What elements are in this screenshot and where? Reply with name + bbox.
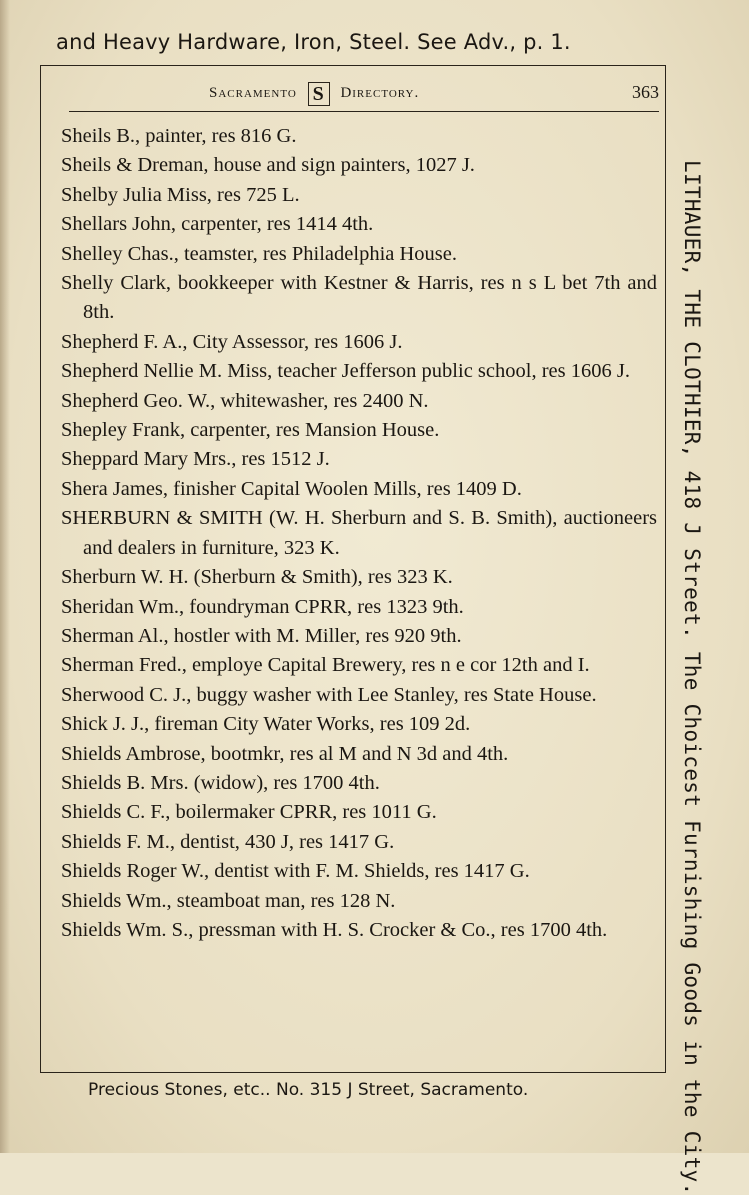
directory-entry: Shepley Frank, carpenter, res Mansion House. <box>61 419 440 442</box>
directory-entry: SHERBURN & SMITH (W. H. Sherburn and S. B. Smith), auctioneers and dealers in furniture, 323 K. <box>61 507 657 559</box>
footer-advertisement: Precious Stones, etc.. No. 315 J Street, Sacramento. <box>88 1080 529 1100</box>
directory-entry: Shellars John, carpenter, res 1414 4th. <box>61 213 374 236</box>
directory-entry: Shepherd Nellie M. Miss, teacher Jefferson public school, res 1606 J. <box>61 360 630 383</box>
directory-entry: Sheppard Mary Mrs., res 1512 J. <box>61 448 330 471</box>
directory-entry: Sherman Al., hostler with M. Miller, res 920 9th. <box>61 624 462 647</box>
page-frame <box>40 65 666 1073</box>
directory-entry: Sheils B., painter, res 816 G. <box>61 125 297 147</box>
binding-shadow <box>0 0 10 1153</box>
top-advertisement: and Heavy Hardware, Iron, Steel. See Adv., p. 1. <box>56 30 571 54</box>
header-letter: S <box>308 82 330 106</box>
directory-entry: Shields F. M., dentist, 430 J, res 1417 G. <box>61 830 395 853</box>
side-advertisement-text: LITHAUER, THE CLOTHIER, 418 J Street. The Choicest Furnishing Goods in the City. <box>680 160 704 1195</box>
running-header <box>69 76 659 112</box>
directory-entry: Shields C. F., boilermaker CPRR, res 1011 G. <box>61 801 437 824</box>
directory-entry: Shields B. Mrs. (widow), res 1700 4th. <box>61 771 380 794</box>
directory-entry: Shera James, finisher Capital Woolen Mills, res 1409 D. <box>61 477 522 500</box>
directory-entry: Sherman Fred., employe Capital Brewery, res n e cor 12th and I. <box>61 654 590 677</box>
directory-entry: Sherburn W. H. (Sherburn & Smith), res 323 K. <box>61 566 453 589</box>
directory-entry: Shields Roger W., dentist with F. M. Shields, res 1417 G. <box>61 860 530 883</box>
header-directory: Directory. <box>340 85 420 101</box>
directory-entry: Shelly Clark, bookkeeper with Kestner & Harris, res n s L bet 7th and 8th. <box>61 272 657 324</box>
directory-entries <box>61 122 657 945</box>
directory-entry: Shields Ambrose, bootmkr, res al M and N 3d and 4th. <box>61 742 509 765</box>
directory-entry: Sheils & Dreman, house and sign painters, 1027 J. <box>61 154 475 177</box>
directory-entry: Shelby Julia Miss, res 725 L. <box>61 183 300 206</box>
directory-entry: Shick J. J., fireman City Water Works, res 109 2d. <box>61 713 471 736</box>
directory-entry: Shields Wm., steamboat man, res 128 N. <box>61 889 396 912</box>
header-title <box>209 82 419 106</box>
directory-entry: Sheridan Wm., foundryman CPRR, res 1323 9th. <box>61 595 464 618</box>
directory-entry: Shepherd Geo. W., whitewasher, res 2400 N. <box>61 389 429 412</box>
directory-entry: Shelley Chas., teamster, res Philadelphia House. <box>61 242 457 265</box>
header-city: Sacramento <box>209 85 297 101</box>
directory-entry: Shields Wm. S., pressman with H. S. Crocker & Co., res 1700 4th. <box>61 918 608 941</box>
directory-entry: Shepherd F. A., City Assessor, res 1606 J. <box>61 330 403 353</box>
page-number: 363 <box>632 82 659 102</box>
directory-entry: Sherwood C. J., buggy washer with Lee Stanley, res State House. <box>61 683 597 706</box>
